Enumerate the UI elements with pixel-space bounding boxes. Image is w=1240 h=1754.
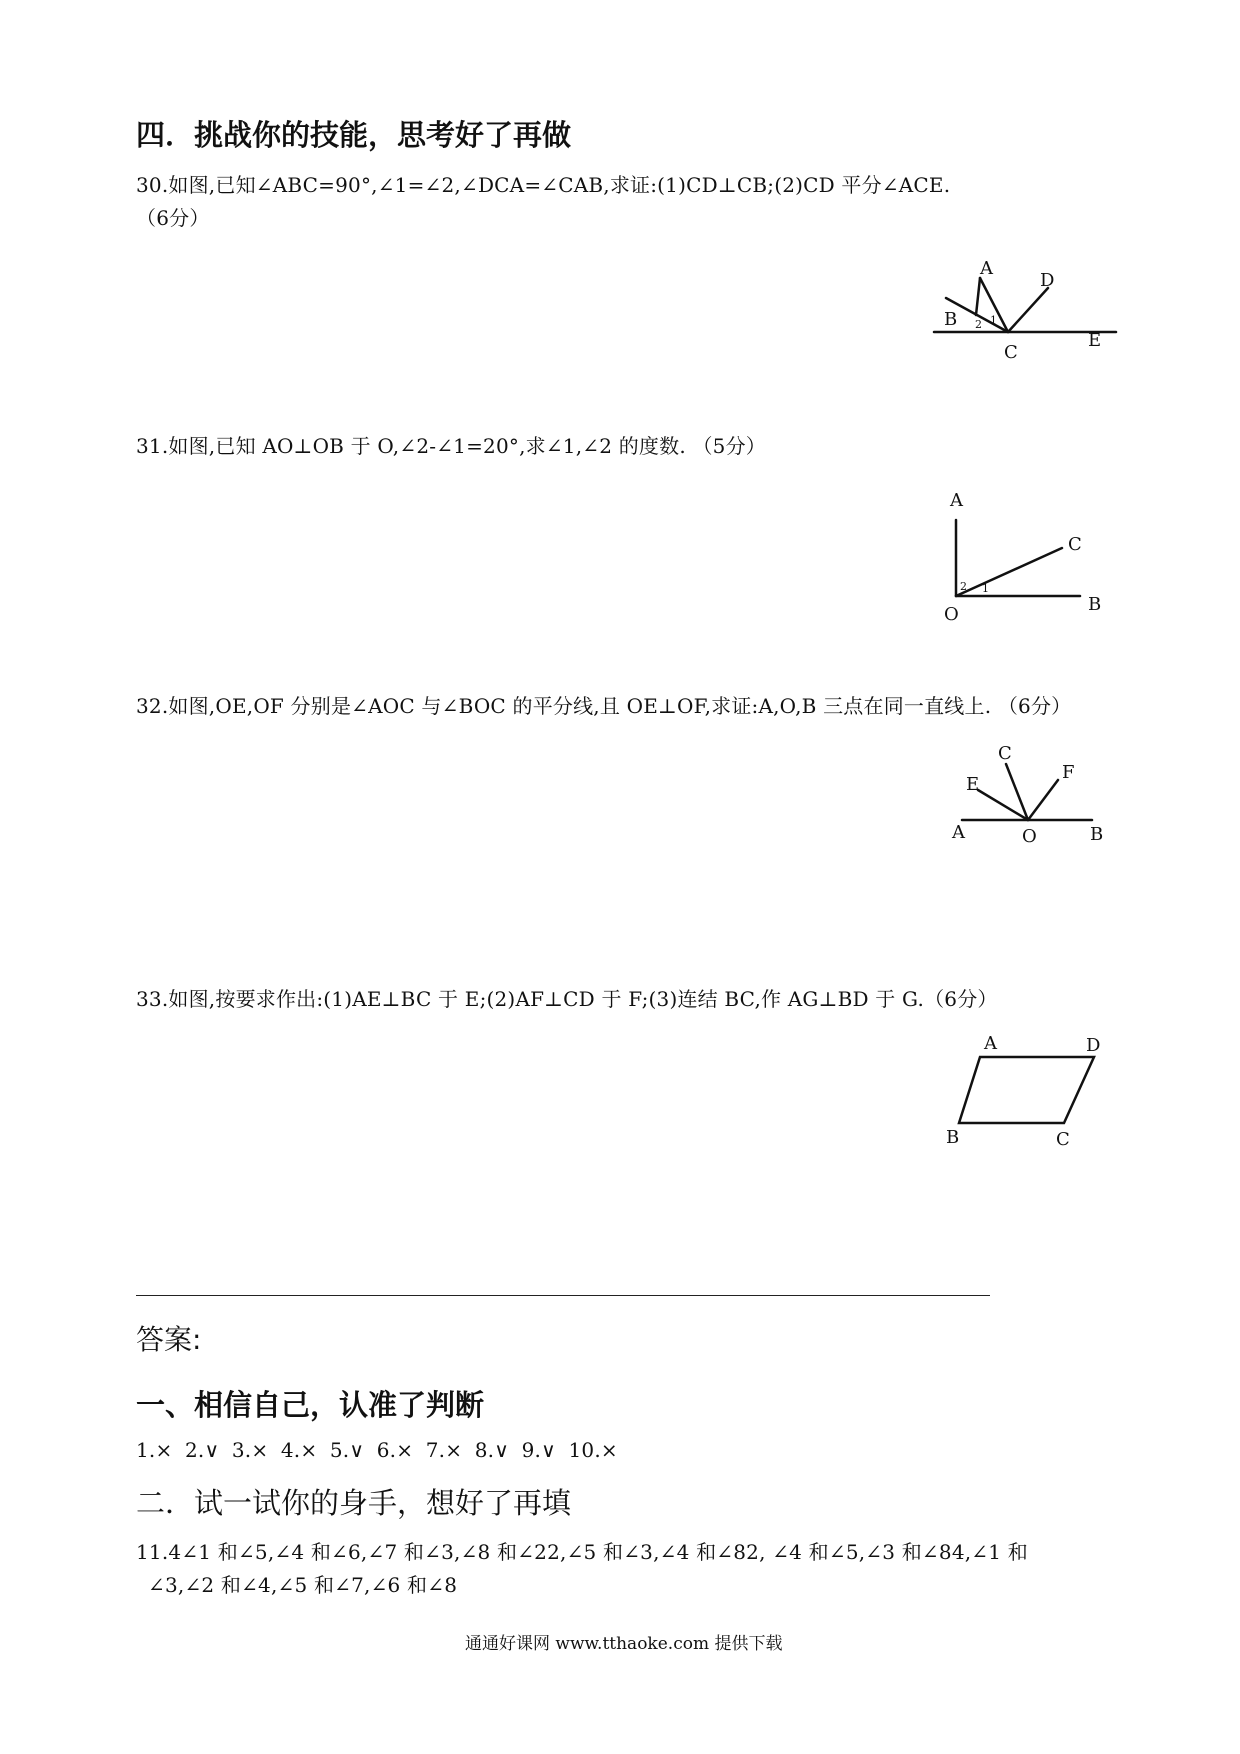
answers-part1-list: 1.× 2.∨ 3.× 4.× 5.∨ 6.× 7.× 8.∨ 9.∨ 10.×	[136, 1438, 618, 1462]
figure-q33-label-d: D	[1086, 1035, 1101, 1056]
figure-q30-label-a: A	[980, 258, 993, 279]
figure-q31-label-a: A	[950, 490, 963, 511]
question-30-points: （6分）	[136, 206, 210, 230]
figure-q33	[940, 1025, 1120, 1160]
figure-q30	[920, 250, 1120, 370]
figure-q31	[930, 480, 1130, 630]
figure-q32	[940, 740, 1120, 850]
figure-q31-label-c: C	[1068, 534, 1082, 555]
figure-q32-label-a: A	[952, 822, 965, 843]
figure-q30-label-b: B	[944, 309, 958, 330]
figure-q30-angle-1: 1	[990, 314, 997, 327]
question-32-text: 32.如图,OE,OF 分别是∠AOC 与∠BOC 的平分线,且 OE⊥OF,求证:A,O,B 三点在同一直线上. （6分）	[136, 694, 1072, 718]
figure-q33-label-b: B	[946, 1127, 960, 1148]
figure-q32-label-f: F	[1062, 762, 1075, 783]
question-30-text: 30.如图,已知∠ABC=90°,∠1=∠2,∠DCA=∠CAB,求证:(1)CD⊥CB;(2)CD 平分∠ACE.	[136, 173, 951, 197]
figure-q30-label-e: E	[1088, 330, 1102, 351]
section-title-4: 四．挑战你的技能，思考好了再做	[136, 118, 572, 152]
figure-q32-label-c: C	[998, 743, 1012, 764]
figure-q32-label-b: B	[1090, 824, 1104, 845]
figure-q30-label-d: D	[1040, 270, 1055, 291]
figure-q33-label-c: C	[1056, 1129, 1070, 1150]
question-31-text: 31.如图,已知 AO⊥OB 于 O,∠2-∠1=20°,求∠1,∠2 的度数. （5分）	[136, 434, 766, 458]
answers-part1-title: 一、相信自己，认准了判断	[136, 1388, 485, 1422]
page-footer: 通通好课网 www.tthaoke.com 提供下载	[465, 1634, 783, 1654]
figure-q31-angle-1: 1	[982, 582, 989, 595]
answers-q11-line2: ∠3,∠2 和∠4,∠5 和∠7,∠6 和∠8	[148, 1573, 458, 1597]
figure-q31-label-o: O	[944, 604, 959, 625]
figure-q33-label-a: A	[984, 1033, 997, 1054]
answers-label: 答案:	[136, 1323, 202, 1356]
figure-q30-angle-2: 2	[975, 318, 982, 331]
answer-divider	[136, 1295, 990, 1296]
answers-part2-title: 二．试一试你的身手，想好了再填	[136, 1486, 572, 1520]
figure-q31-angle-2: 2	[960, 580, 967, 593]
figure-q32-label-e: E	[966, 774, 980, 795]
figure-q30-label-c: C	[1004, 342, 1018, 363]
figure-q32-label-o: O	[1022, 826, 1037, 847]
question-33-text: 33.如图,按要求作出:(1)AE⊥BC 于 E;(2)AF⊥CD 于 F;(3)连结 BC,作 AG⊥BD 于 G.（6分）	[136, 987, 998, 1011]
figure-q31-label-b: B	[1088, 594, 1102, 615]
answers-q11-line1: 11.4∠1 和∠5,∠4 和∠6,∠7 和∠3,∠8 和∠22,∠5 和∠3,∠4 和∠82, ∠4 和∠5,∠3 和∠84,∠1 和	[136, 1540, 1028, 1564]
